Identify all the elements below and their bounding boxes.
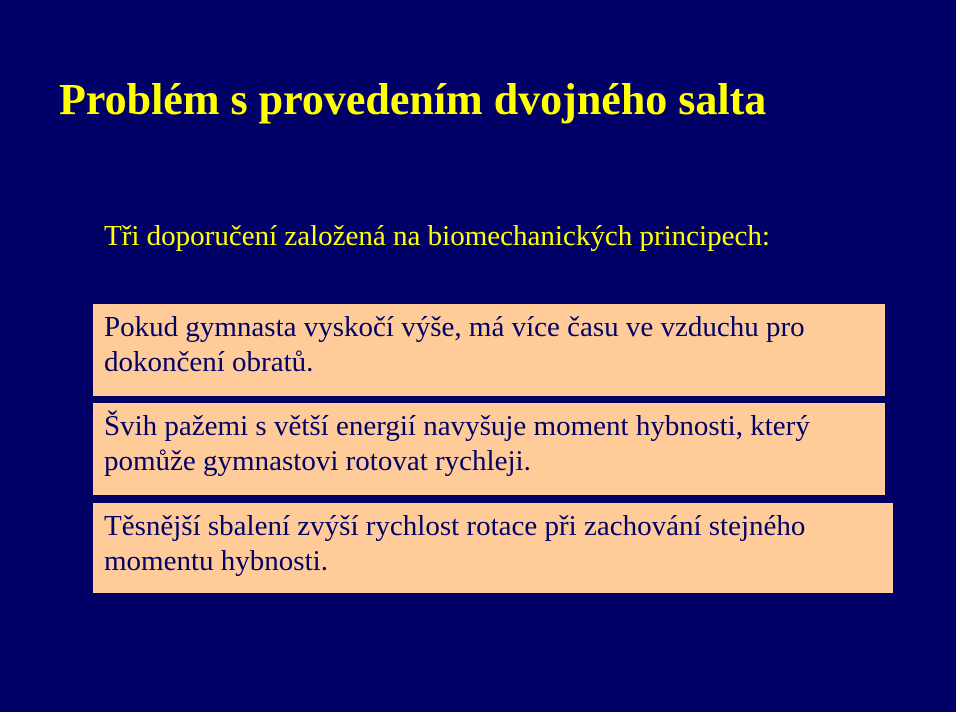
slide-title: Problém s provedením dvojného salta — [59, 75, 767, 124]
recommendation-box-3: Těsnější sbalení zvýší rychlost rotace při zachování stejného momentu hybnosti. — [93, 503, 893, 593]
recommendation-box-2: Švih pažemi s větší energií navyšuje moment hybnosti, který pomůže gymnastovi rotovat rychleji. — [93, 403, 885, 495]
intro-text: Tři doporučení založená na biomechanických principech: — [104, 220, 770, 252]
recommendation-box-1: Pokud gymnasta vyskočí výše, má více času ve vzduchu pro dokončení obratů. — [93, 304, 885, 396]
